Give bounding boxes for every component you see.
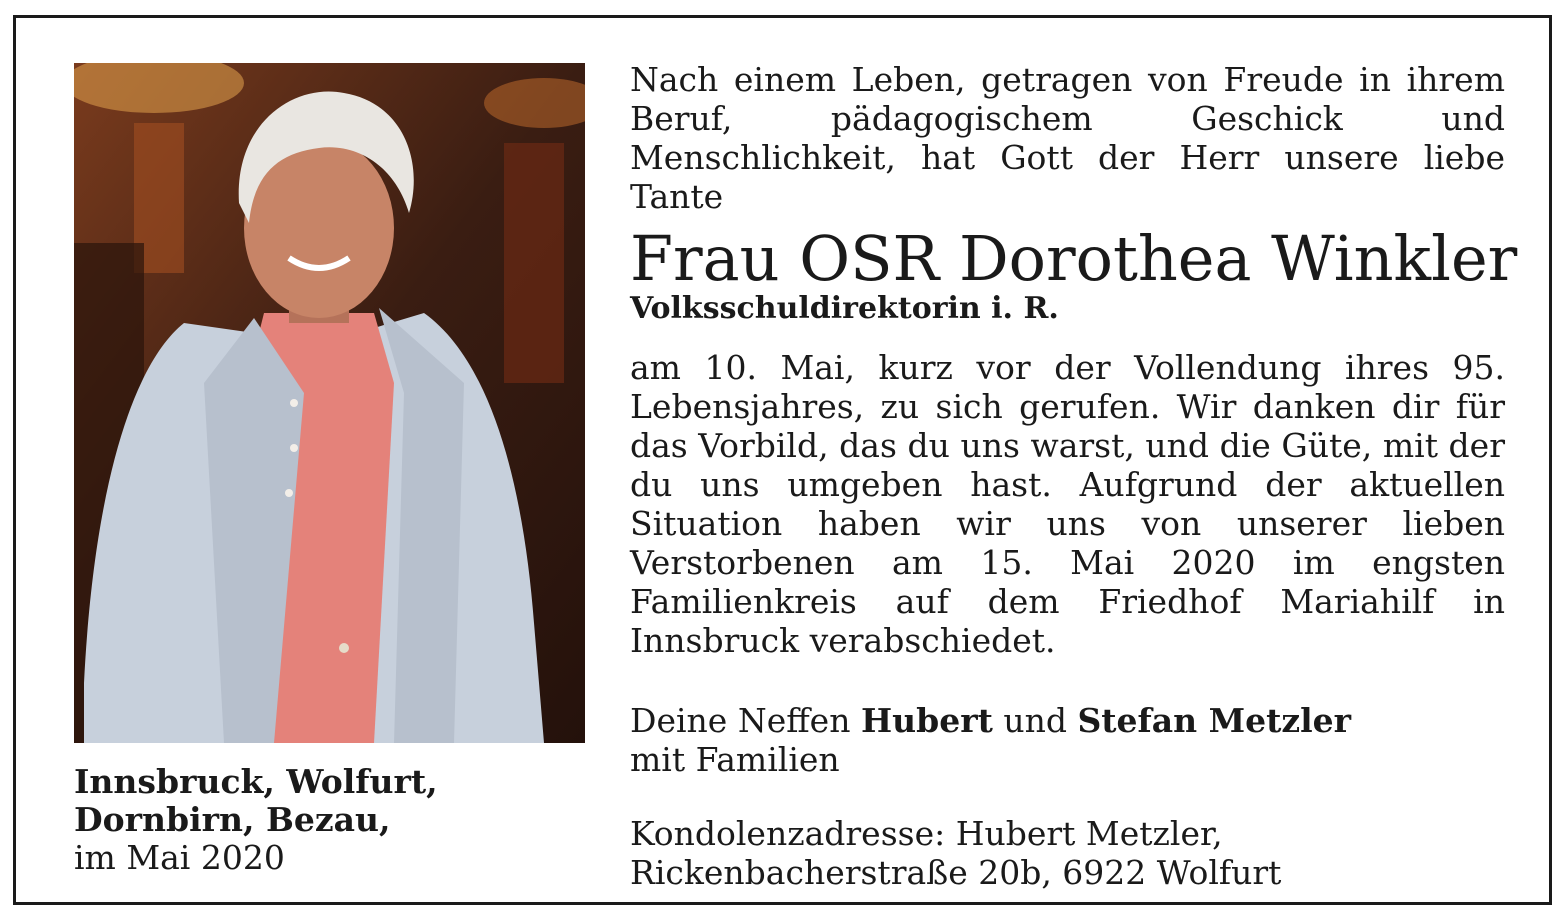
portrait-photo — [74, 63, 585, 743]
places-line-1: Innsbruck, Wolfurt, — [74, 762, 438, 801]
notice-date: im Mai 2020 — [74, 838, 285, 877]
signature-line-2: mit Familien — [630, 740, 840, 779]
signature-conj: und — [1003, 701, 1067, 740]
portrait-illustration — [74, 63, 585, 743]
place-date-caption — [74, 763, 594, 877]
signature — [630, 701, 1505, 779]
condolence-address — [630, 814, 1505, 892]
signature-name-2: Stefan Metzler — [1077, 701, 1352, 740]
places-line-2: Dornbirn, Bezau, — [74, 800, 391, 839]
message-paragraph: am 10. Mai, kurz vor der Vollendung ihres 95. Lebensjahres, zu sich gerufen. Wir danken dir für das Vorbild, das du uns warst, und die Güte, mit der du uns umgeben hast. Aufgrund der aktuellen Situation haben wir uns von unserer lieben Verstorbenen am 15. Mai 2020 im engsten Familienkreis auf dem Friedhof Mariahilf in Innsbruck verabschiedet. — [630, 348, 1505, 660]
notice-text — [630, 60, 1518, 892]
deceased-name: Frau OSR Dorothea Winkler — [630, 222, 1518, 295]
signature-name-1: Hubert — [860, 701, 993, 740]
signature-prefix: Deine Neffen — [630, 701, 851, 740]
deceased-title: Volksschuldirektorin i. R. — [630, 291, 1059, 326]
address-line-1: Kondolenzadresse: Hubert Metzler, — [630, 814, 1223, 853]
address-line-2: Rickenbacherstraße 20b, 6922 Wolfurt — [630, 853, 1282, 892]
intro-paragraph: Nach einem Leben, getragen von Freude in ihrem Beruf, pädagogischem Geschick und Menschlichkeit, hat Gott der Herr unsere liebe Tante — [630, 60, 1505, 216]
